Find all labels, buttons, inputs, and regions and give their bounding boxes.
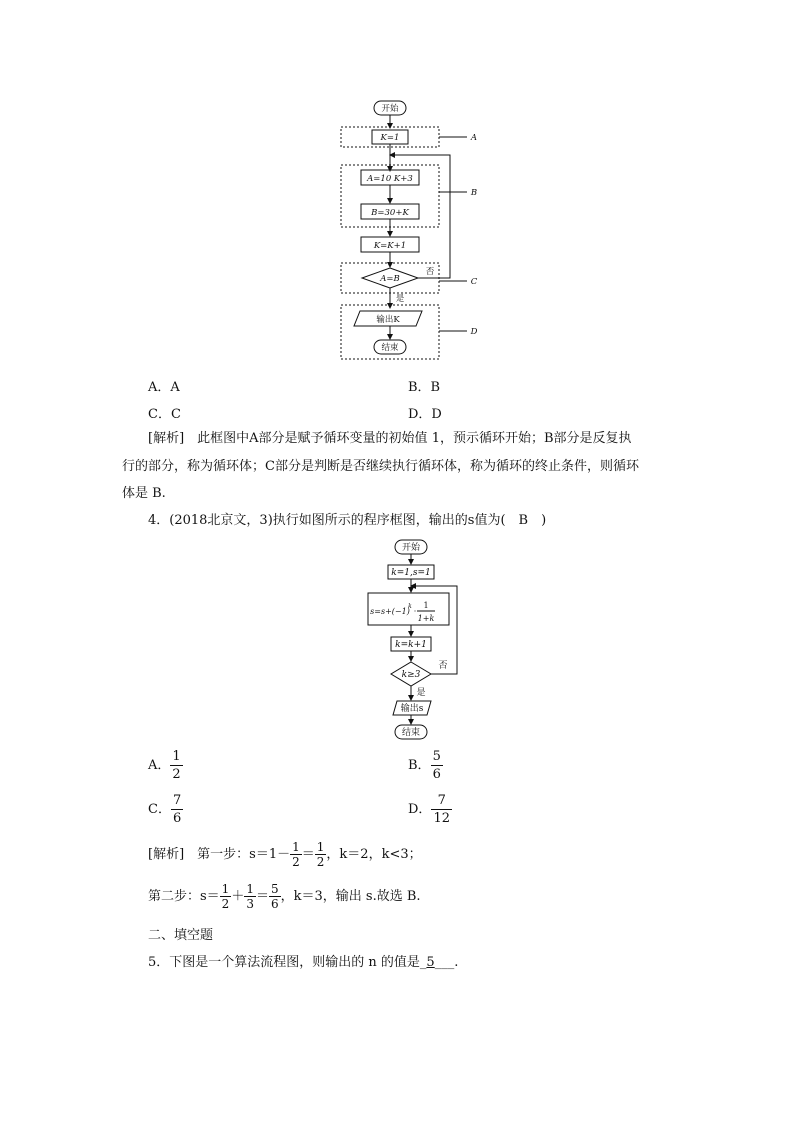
q5-stem: 5．下图是一个算法流程图，则输出的 n 的值是_5___. [148,955,459,970]
fc1-label-b: B [470,188,478,198]
fc2-k-inc-text: k=k+1 [395,640,427,650]
q3-analysis-text-1: 此框图中A部分是赋予循环变量的初始值 1，预示循环开始；B部分是反复执 [197,431,632,446]
q3-analysis-tag: [解析] [148,431,185,446]
q3-analysis-line-1 [148,430,632,448]
q3-analysis-line-3: 体是 B. [122,486,166,501]
fc1-output-text: 输出K [376,315,400,325]
q4-analysis-step-2: 第二步：s＝ $\frac{1}{2}$ ＋ $\frac{1}{3}$ ＝ $\frac{5}{6}$ ，k＝3，输出 s.故选 B. [148,882,421,911]
fc2-cond-text: k≥3 [401,670,421,680]
q4-analysis-tag: [解析] [148,847,185,862]
fc1-cond-text: A=B [380,274,400,284]
q4-stem: 4．(2018北京文，3)执行如图所示的程序框图，输出的s值为( B ) [148,513,547,528]
fc2-no-label: 否 [438,661,448,671]
fc2-end-text: 结束 [401,728,421,738]
fc1-k-init-text: K=1 [380,133,400,143]
q3-option-d: D．D [408,407,442,422]
q5-answer: 5 [426,955,435,970]
fc2-start-text: 开始 [401,543,421,553]
q3-option-b: B．B [408,380,441,395]
fc1-start-text: 开始 [381,104,399,114]
fc2-init-text: k=1,s=1 [391,568,431,578]
fc1-end-text: 结束 [381,343,399,353]
flowchart-2 [355,538,475,743]
q4-option-a: A． $\frac{1}{2}$ [148,749,181,782]
fc1-label-a: A [470,133,478,143]
fc2-yes-label: 是 [416,688,426,698]
fc2-assign-num: 1 [423,601,429,610]
q4-analysis-step-1: [解析] 第一步：s＝1－ $\frac{1}{2}$ ＝ $\frac{1}{2}$ ，k＝2，k<3； [148,840,422,869]
q3-option-c: C．C [148,407,181,422]
q3-analysis-line-2: 行的部分，称为循环体；C部分是判断是否继续执行循环体，称为循环的终止条件，则循环 [122,459,639,474]
fc1-a-assign-text: A=10 K+3 [367,174,413,184]
fc1-yes-label: 是 [395,294,405,304]
fc2-assign-left: s=s+(−1) [370,607,410,616]
fc2-output-text: 输出s [400,704,424,714]
fc1-label-d: D [470,327,478,337]
q3-option-a: A．A [148,380,180,395]
q4-option-b: B． $\frac{5}{6}$ [408,749,441,782]
fc2-assign-exp: k [408,603,412,610]
fc2-assign-den: 1+k [417,614,435,623]
fc2-assign-dot: · [413,607,417,616]
q4-option-d: D． $\frac{7}{12}$ [408,793,450,826]
fc1-b-assign-text: B=30+K [371,208,409,218]
section-2-title: 二、填空题 [148,928,214,943]
fc1-no-label: 否 [425,267,435,277]
fc1-k-inc-text: K=K+1 [373,241,407,251]
fc1-label-c: C [470,277,478,287]
q4-option-c: C． $\frac{7}{6}$ [148,793,182,826]
flowchart-1 [330,95,490,365]
